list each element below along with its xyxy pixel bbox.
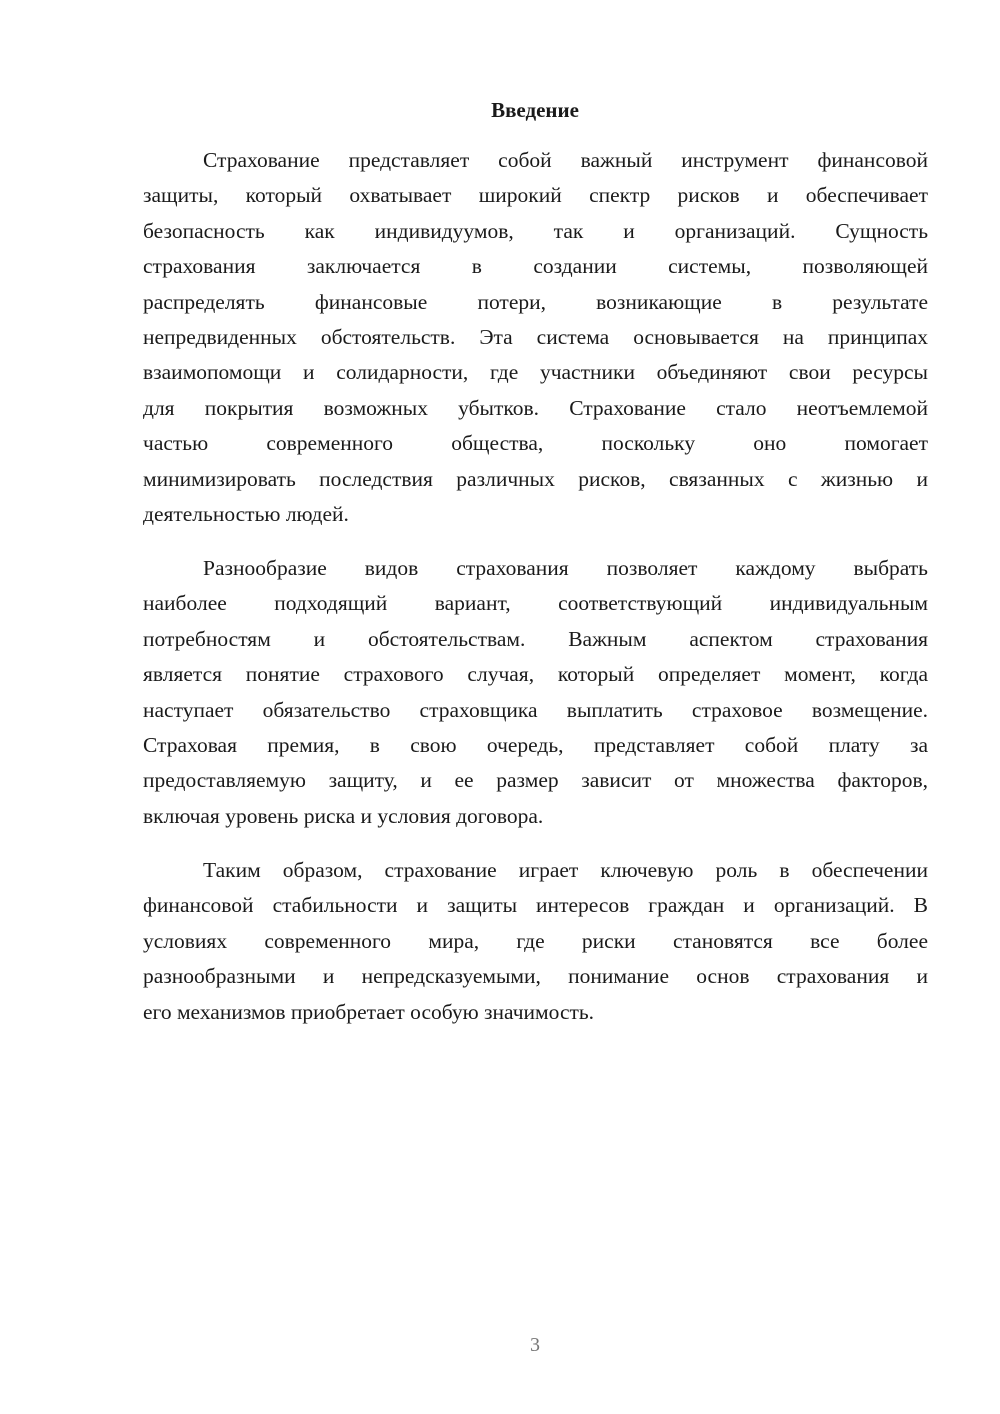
- text-line: финансовой стабильности и защиты интересов граждан и организаций. В: [143, 893, 928, 918]
- text-line: Страхование представляет собой важный инструмент финансовой: [203, 148, 928, 172]
- text-line: предоставляемую защиту, и ее размер зависит от множества факторов,: [143, 768, 928, 793]
- text-line: для покрытия возможных убытков. Страхование стало неотъемлемой: [143, 395, 928, 420]
- paragraph-2: [143, 551, 928, 834]
- text-line: наиболее подходящий вариант, соответствующий индивидуальным: [143, 591, 928, 616]
- text-line: частью современного общества, поскольку оно помогает: [143, 431, 928, 456]
- text-line: Разнообразие видов страхования позволяет каждому выбрать: [203, 556, 928, 580]
- text-line: условиях современного мира, где риски становятся все более: [143, 928, 928, 953]
- text-line: взаимопомощи и солидарности, где участники объединяют свои ресурсы: [143, 360, 928, 385]
- text-line: деятельностью людей.: [143, 501, 349, 526]
- text-line: распределять финансовые потери, возникающие в результате: [143, 289, 928, 314]
- text-line: включая уровень риска и условия договора.: [143, 803, 544, 828]
- text-line: Страховая премия, в свою очередь, представляет собой плату за: [143, 732, 928, 757]
- text-line: защиты, который охватывает широкий спектр рисков и обеспечивает: [143, 183, 928, 208]
- text-line: Таким образом, страхование играет ключевую роль в обеспечении: [203, 858, 928, 882]
- text-line: потребностям и обстоятельствам. Важным аспектом страхования: [143, 626, 928, 651]
- text-line: страхования заключается в создании системы, позволяющей: [143, 254, 928, 279]
- text-line: разнообразными и непредсказуемыми, понимание основ страхования и: [143, 964, 928, 989]
- text-line: безопасность как индивидуумов, так и организаций. Сущность: [143, 218, 928, 243]
- section-title: Введение: [491, 98, 579, 122]
- text-line: его механизмов приобретает особую значимость.: [143, 999, 595, 1024]
- paragraph-1: [143, 143, 928, 532]
- text-line: является понятие страхового случая, который определяет момент, когда: [143, 662, 928, 687]
- text-line: наступает обязательство страховщика выплатить страховое возмещение.: [143, 697, 928, 722]
- text-line: непредвиденных обстоятельств. Эта система основывается на принципах: [143, 324, 928, 349]
- text-line: минимизировать последствия различных рисков, связанных с жизнью и: [143, 466, 928, 491]
- paragraph-3: [143, 853, 928, 1030]
- page-number: 3: [530, 1334, 540, 1356]
